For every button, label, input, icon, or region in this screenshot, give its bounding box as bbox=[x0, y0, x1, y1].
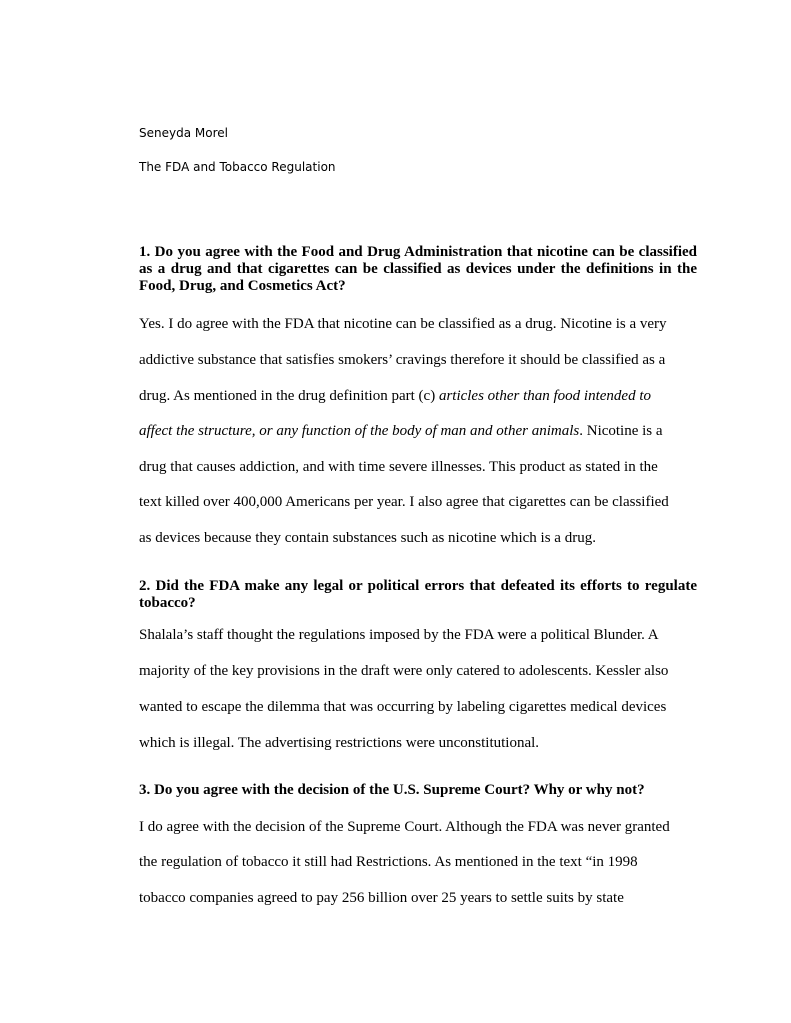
answer-1-line-5: drug that causes addiction, and with time severe illnesses. This product as stated in the bbox=[139, 459, 658, 475]
answer-1-line-2: addictive substance that satisfies smokers’ cravings therefore it should be classified as a bbox=[139, 352, 666, 368]
answer-1-line-6: text killed over 400,000 Americans per year. I also agree that cigarettes can be classified bbox=[139, 494, 669, 510]
answer-2-line-3: wanted to escape the dilemma that was occurring by labeling cigarettes medical devices bbox=[139, 699, 667, 715]
answer-2-line-4: which is illegal. The advertising restrictions were unconstitutional. bbox=[139, 735, 540, 751]
answer-1-line-3 bbox=[139, 387, 651, 405]
answer-3-line-1: I do agree with the decision of the Supreme Court. Although the FDA was never granted bbox=[139, 819, 670, 835]
answer-1-line-3-text: drug. As mentioned in the drug definition part (c) bbox=[139, 388, 439, 404]
answer-2-line-2: majority of the key provisions in the draft were only catered to adolescents. Kessler also bbox=[139, 663, 669, 679]
answer-1-line-4 bbox=[139, 422, 663, 440]
author-name: Seneyda Morel bbox=[139, 126, 228, 140]
answer-1-line-1: Yes. I do agree with the FDA that nicotine can be classified as a drug. Nicotine is a very bbox=[139, 316, 667, 332]
answer-2-line-1: Shalala’s staff thought the regulations imposed by the FDA were a political Blunder. A bbox=[139, 627, 659, 643]
answer-3-line-3: tobacco companies agreed to pay 256 billion over 25 years to settle suits by state bbox=[139, 890, 624, 906]
question-1-heading: 1. Do you agree with the Food and Drug Administration that nicotine can be classified as a drug and that cigarettes can be classified as devices under the definitions in the Food, Drug, and Cosmetics Act? bbox=[139, 244, 697, 294]
question-2-heading: 2. Did the FDA make any legal or political errors that defeated its efforts to regulate tobacco? bbox=[139, 578, 697, 611]
answer-1-line-7: as devices because they contain substances such as nicotine which is a drug. bbox=[139, 530, 596, 546]
document-title: The FDA and Tobacco Regulation bbox=[139, 160, 336, 174]
question-3-heading: 3. Do you agree with the decision of the U.S. Supreme Court? Why or why not? bbox=[139, 782, 645, 798]
answer-1-line-3-italic: articles other than food intended to bbox=[438, 388, 651, 404]
answer-1-line-4-italic: affect the structure, or any function of the body of man and other animals bbox=[139, 423, 580, 439]
answer-3-line-2: the regulation of tobacco it still had Restrictions. As mentioned in the text “in 1998 bbox=[139, 854, 638, 870]
answer-1-line-4-text: . Nicotine is a bbox=[579, 423, 663, 439]
